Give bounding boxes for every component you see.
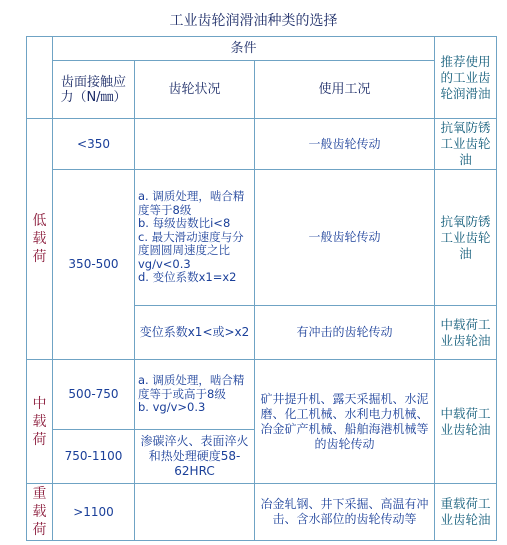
load-class-heavy: 重载荷 <box>27 484 53 541</box>
gear-condition-item: c. 最大滑动速度与分度圆圆周速度之比vg/v<0.3 <box>138 229 244 271</box>
gear-conditions-list <box>135 360 255 430</box>
gear-condition-item: b. 每级齿数比i<8 <box>138 216 231 231</box>
usage-cell: 有冲击的齿轮传动 <box>255 306 435 360</box>
gear-condition-item: a. 调质处理，啮合精度等于或高于8级 <box>138 373 245 401</box>
gear-condition-item: d. 变位系数x1=x2 <box>138 270 237 285</box>
usage-header: 使用工况 <box>255 61 435 119</box>
oil-cell: 中载荷工业齿轮油 <box>435 360 497 484</box>
gear-cell <box>135 484 255 541</box>
gear-condition-item: b. vg/v>0.3 <box>138 400 206 415</box>
usage-cell: 一般齿轮传动 <box>255 170 435 306</box>
usage-cell: 冶金轧钢、井下采掘、高温有冲击、含水部位的齿轮传动等 <box>255 484 435 541</box>
pressure-cell: 500-750 <box>53 360 135 430</box>
conditions-header: 条件 <box>53 37 435 61</box>
oil-cell: 抗氧防锈工业齿轮油 <box>435 170 497 306</box>
gear-condition-item: a. 调质处理，啮合精度等于8级 <box>138 189 245 217</box>
pressure-cell: <350 <box>53 119 135 170</box>
corner-cell <box>27 37 53 119</box>
gear-state-header: 齿轮状况 <box>135 61 255 119</box>
pressure-header: 齿面接触应力（N/㎜） <box>53 61 135 119</box>
pressure-cell: 750-1100 <box>53 430 135 484</box>
oil-cell: 抗氧防锈工业齿轮油 <box>435 119 497 170</box>
gear-cell: 变位系数x1<或>x2 <box>135 306 255 360</box>
pressure-cell: 350-500 <box>53 170 135 360</box>
oil-cell: 中载荷工业齿轮油 <box>435 306 497 360</box>
usage-cell: 一般齿轮传动 <box>255 119 435 170</box>
gear-conditions-list <box>135 170 255 306</box>
gear-cell: 渗碳淬火、表面淬火和热处理硬度58-62HRC <box>135 430 255 484</box>
recommend-header: 推荐使用的工业齿轮润滑油 <box>435 37 497 119</box>
lubricant-selection-table <box>26 36 497 541</box>
pressure-cell: >1100 <box>53 484 135 541</box>
load-class-low: 低载荷 <box>27 119 53 360</box>
table-title: 工业齿轮润滑油种类的选择 <box>169 13 338 29</box>
load-class-medium: 中载荷 <box>27 360 53 484</box>
oil-cell: 重载荷工业齿轮油 <box>435 484 497 541</box>
gear-cell <box>135 119 255 170</box>
usage-cell: 矿井提升机、露天采掘机、水泥磨、化工机械、水利电力机械、冶金矿产机械、船舶海港机械等的齿轮传动 <box>255 360 435 484</box>
